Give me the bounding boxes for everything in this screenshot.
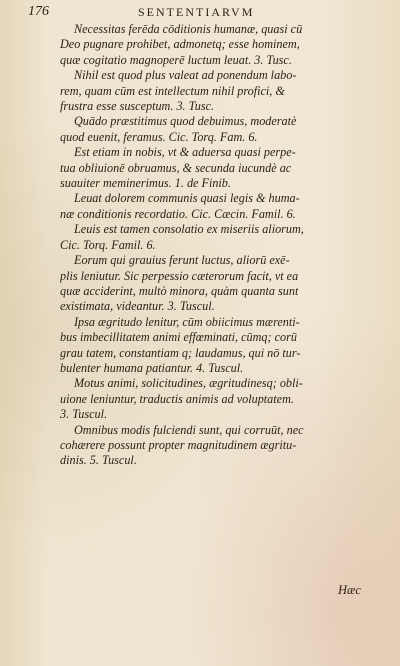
text-line: næ conditionis recordatio. Cic. Cæcin. Famil. 6. [60, 206, 296, 221]
sententia-entry [60, 68, 372, 114]
text-line: rem, quam cūm est intellectum nihil profici, & [60, 83, 285, 98]
text-line: cohærere possunt propter magnitudinem ægritu- [60, 437, 297, 452]
sententia-entry [60, 22, 372, 68]
sententia-entry [60, 423, 372, 469]
text-line: Motus animi, solicitudines, ægritudinesq; obli- [74, 376, 303, 391]
sententia-entry [60, 222, 372, 253]
text-line: frustra esse susceptum. 3. Tusc. [60, 99, 215, 114]
sententia-entry [60, 145, 372, 191]
running-head [28, 4, 368, 20]
sententia-entry [60, 191, 372, 222]
sententia-entry [60, 253, 372, 315]
text-line: Est etiam in nobis, vt & aduersa quasi perpe- [74, 145, 296, 160]
text-line: quod euenit, feramus. Cic. Torq. Fam. 6. [60, 129, 258, 144]
text-line: plis leniutur. Sic perpessio cæterorum facit, vt ea [60, 268, 299, 283]
text-line: quæ cogitatio magnoperē luctum leuat. 3. Tusc. [60, 52, 292, 67]
text-line: dinis. 5. Tuscul. [60, 453, 137, 468]
running-title: SENTENTIARVM [138, 5, 255, 19]
catchword: Hæc [338, 583, 361, 597]
text-line: bulenter humana patiantur. 4. Tuscul. [60, 360, 244, 375]
text-line: existimata, videantur. 3. Tuscul. [60, 299, 215, 314]
text-line: Deo pugnare prohibet, admonetq; esse hominem, [60, 37, 300, 52]
text-line: Eorum qui grauius ferunt luctus, aliorū exē- [74, 253, 290, 268]
text-line: Nihil est quod plus valeat ad ponendum labo- [74, 68, 297, 83]
sententia-entry [60, 376, 372, 422]
sententia-entry [60, 114, 372, 145]
page-number: 176 [28, 4, 49, 19]
text-line: quæ acciderint, multò minora, quàm quanta sunt [60, 283, 299, 298]
text-line: grau tatem, constantiam q; laudamus, qui nō tur- [60, 345, 301, 360]
text-line: Quādo præstitimus quod debuimus, moderatè [74, 114, 297, 129]
body-text [60, 22, 372, 469]
text-line: uione leniuntur, traductis animis ad voluptatem. [60, 391, 294, 406]
sententia-entry [60, 315, 372, 377]
text-line: tua obliuionē obruamus, & secunda iucundè ac [60, 160, 292, 175]
text-line: Ipsa ægritudo lenitur, cūm obiicimus mærenti- [74, 314, 300, 329]
text-line: Necessitas ferēda cōditionis humanæ, quasi cū [74, 22, 303, 36]
text-line: Omnibus modis fulciendi sunt, qui corruūt, nec [74, 422, 304, 437]
text-line: bus imbecillitatem animi effœminati, cūmq; corū [60, 330, 297, 345]
text-line: 3. Tuscul. [60, 407, 108, 422]
text-line: Leuat dolorem communis quasi legis & huma- [74, 191, 300, 206]
text-line: Cic. Torq. Famil. 6. [60, 237, 156, 252]
text-line: Leuis est tamen consolatio ex miseriis aliorum, [74, 222, 304, 237]
text-line: suauiter meminerimus. 1. de Finib. [60, 176, 231, 191]
